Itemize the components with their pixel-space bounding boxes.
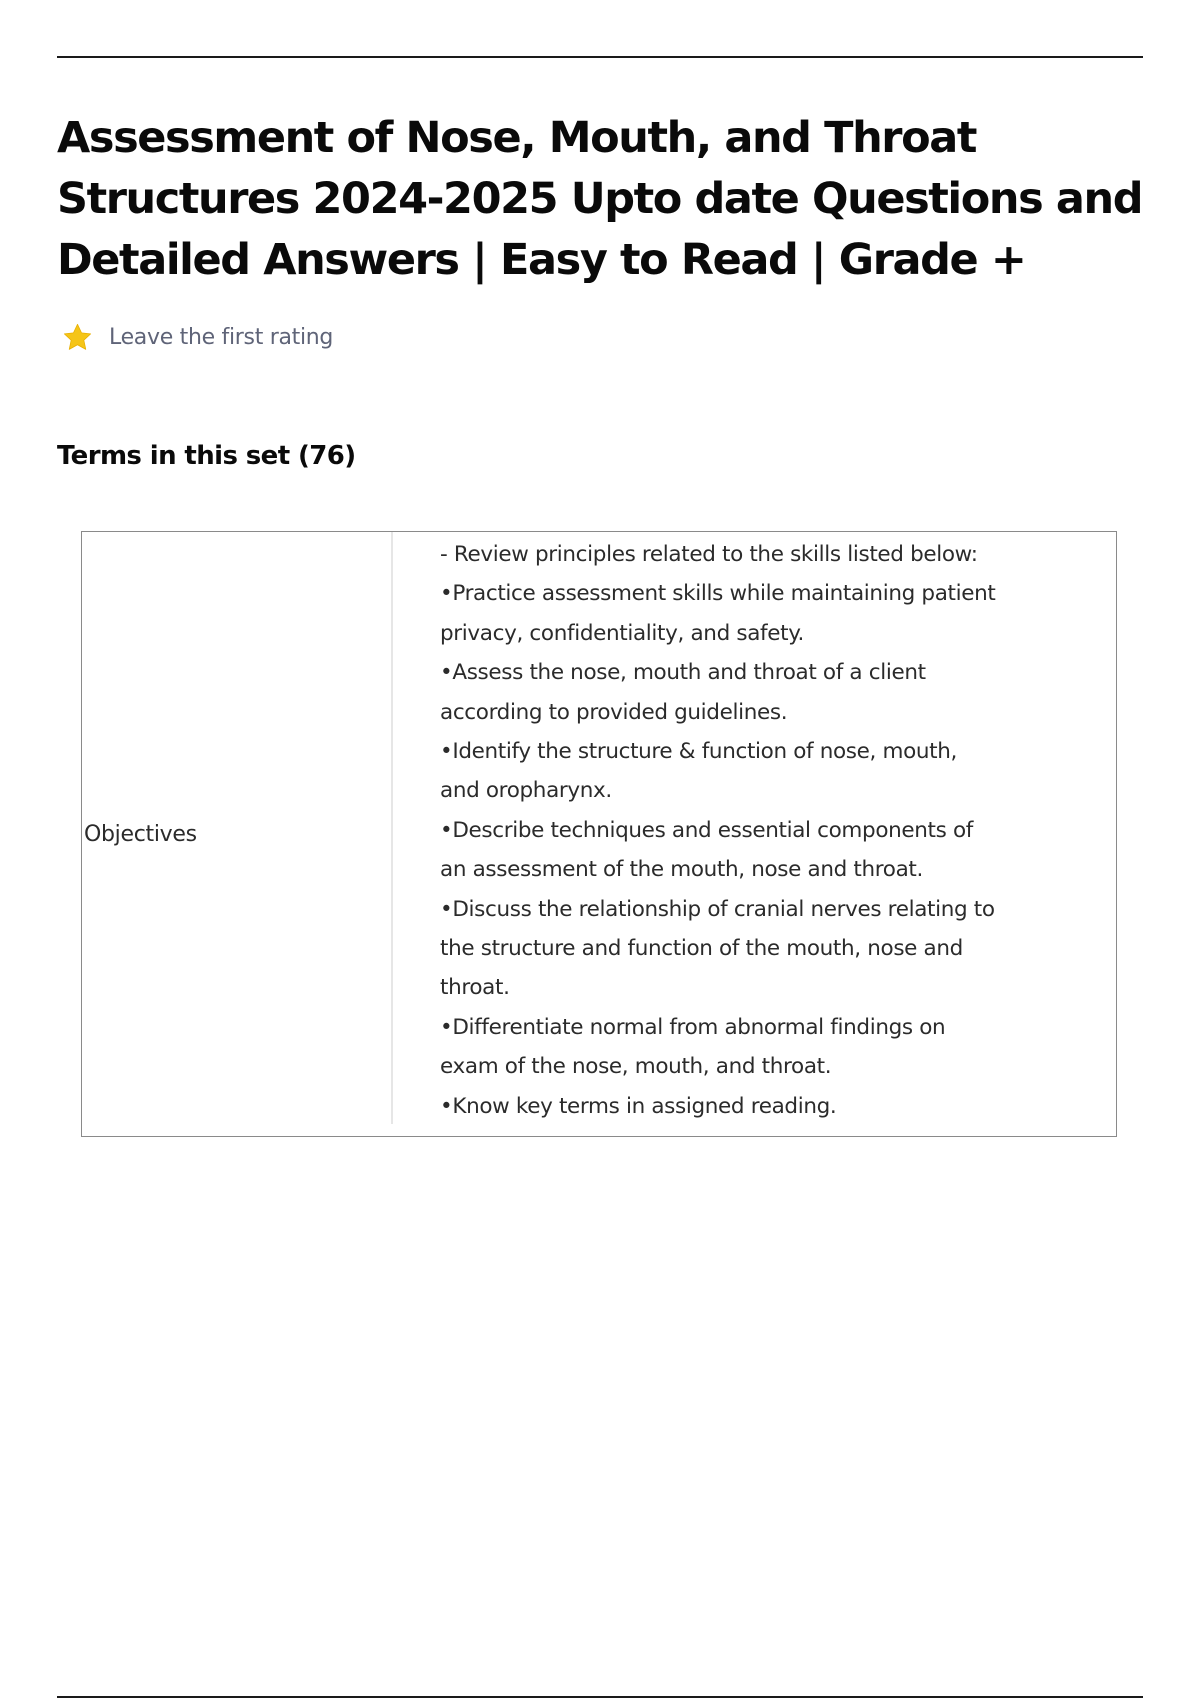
title-line: Assessment of Nose, Mouth, and Throat bbox=[57, 113, 976, 163]
definition-line: •Differentiate normal from abnormal findings on bbox=[440, 1014, 946, 1040]
definition-line: according to provided guidelines. bbox=[440, 699, 788, 725]
definition-column bbox=[440, 535, 1040, 1126]
title-line: Detailed Answers | Easy to Read | Grade + bbox=[57, 235, 1026, 285]
term-column bbox=[82, 532, 391, 1136]
bottom-rule bbox=[57, 1696, 1143, 1698]
definition-line: •Practice assessment skills while maintaining patient bbox=[440, 581, 996, 607]
definition-line: the structure and function of the mouth, nose and bbox=[440, 936, 963, 962]
definition-line: - Review principles related to the skills listed below: bbox=[440, 542, 978, 567]
definition-line: throat. bbox=[440, 975, 510, 1001]
card-divider bbox=[391, 532, 393, 1124]
definition-line: •Assess the nose, mouth and throat of a client bbox=[440, 660, 926, 686]
definition-line: •Identify the structure & function of nose, mouth, bbox=[440, 739, 958, 765]
definition-line: an assessment of the mouth, nose and throat. bbox=[440, 857, 923, 883]
terms-heading: Terms in this set (76) bbox=[57, 441, 356, 471]
page-title bbox=[57, 108, 1147, 291]
top-rule bbox=[57, 56, 1143, 58]
star-icon bbox=[62, 322, 93, 353]
title-line: Structures 2024-2025 Upto date Questions and bbox=[57, 174, 1143, 224]
definition-line: exam of the nose, mouth, and throat. bbox=[440, 1054, 832, 1080]
term-card bbox=[81, 531, 1117, 1137]
definition-line: •Discuss the relationship of cranial nerves relating to bbox=[440, 896, 995, 922]
term-text: Objectives bbox=[84, 821, 197, 847]
rating-prompt[interactable] bbox=[62, 320, 333, 354]
leave-rating-link[interactable]: Leave the first rating bbox=[109, 324, 334, 350]
definition-line: •Know key terms in assigned reading. bbox=[440, 1093, 837, 1119]
definition-line: •Describe techniques and essential components of bbox=[440, 817, 973, 843]
definition-line: and oropharynx. bbox=[440, 778, 612, 804]
definition-line: privacy, confidentiality, and safety. bbox=[440, 620, 804, 646]
